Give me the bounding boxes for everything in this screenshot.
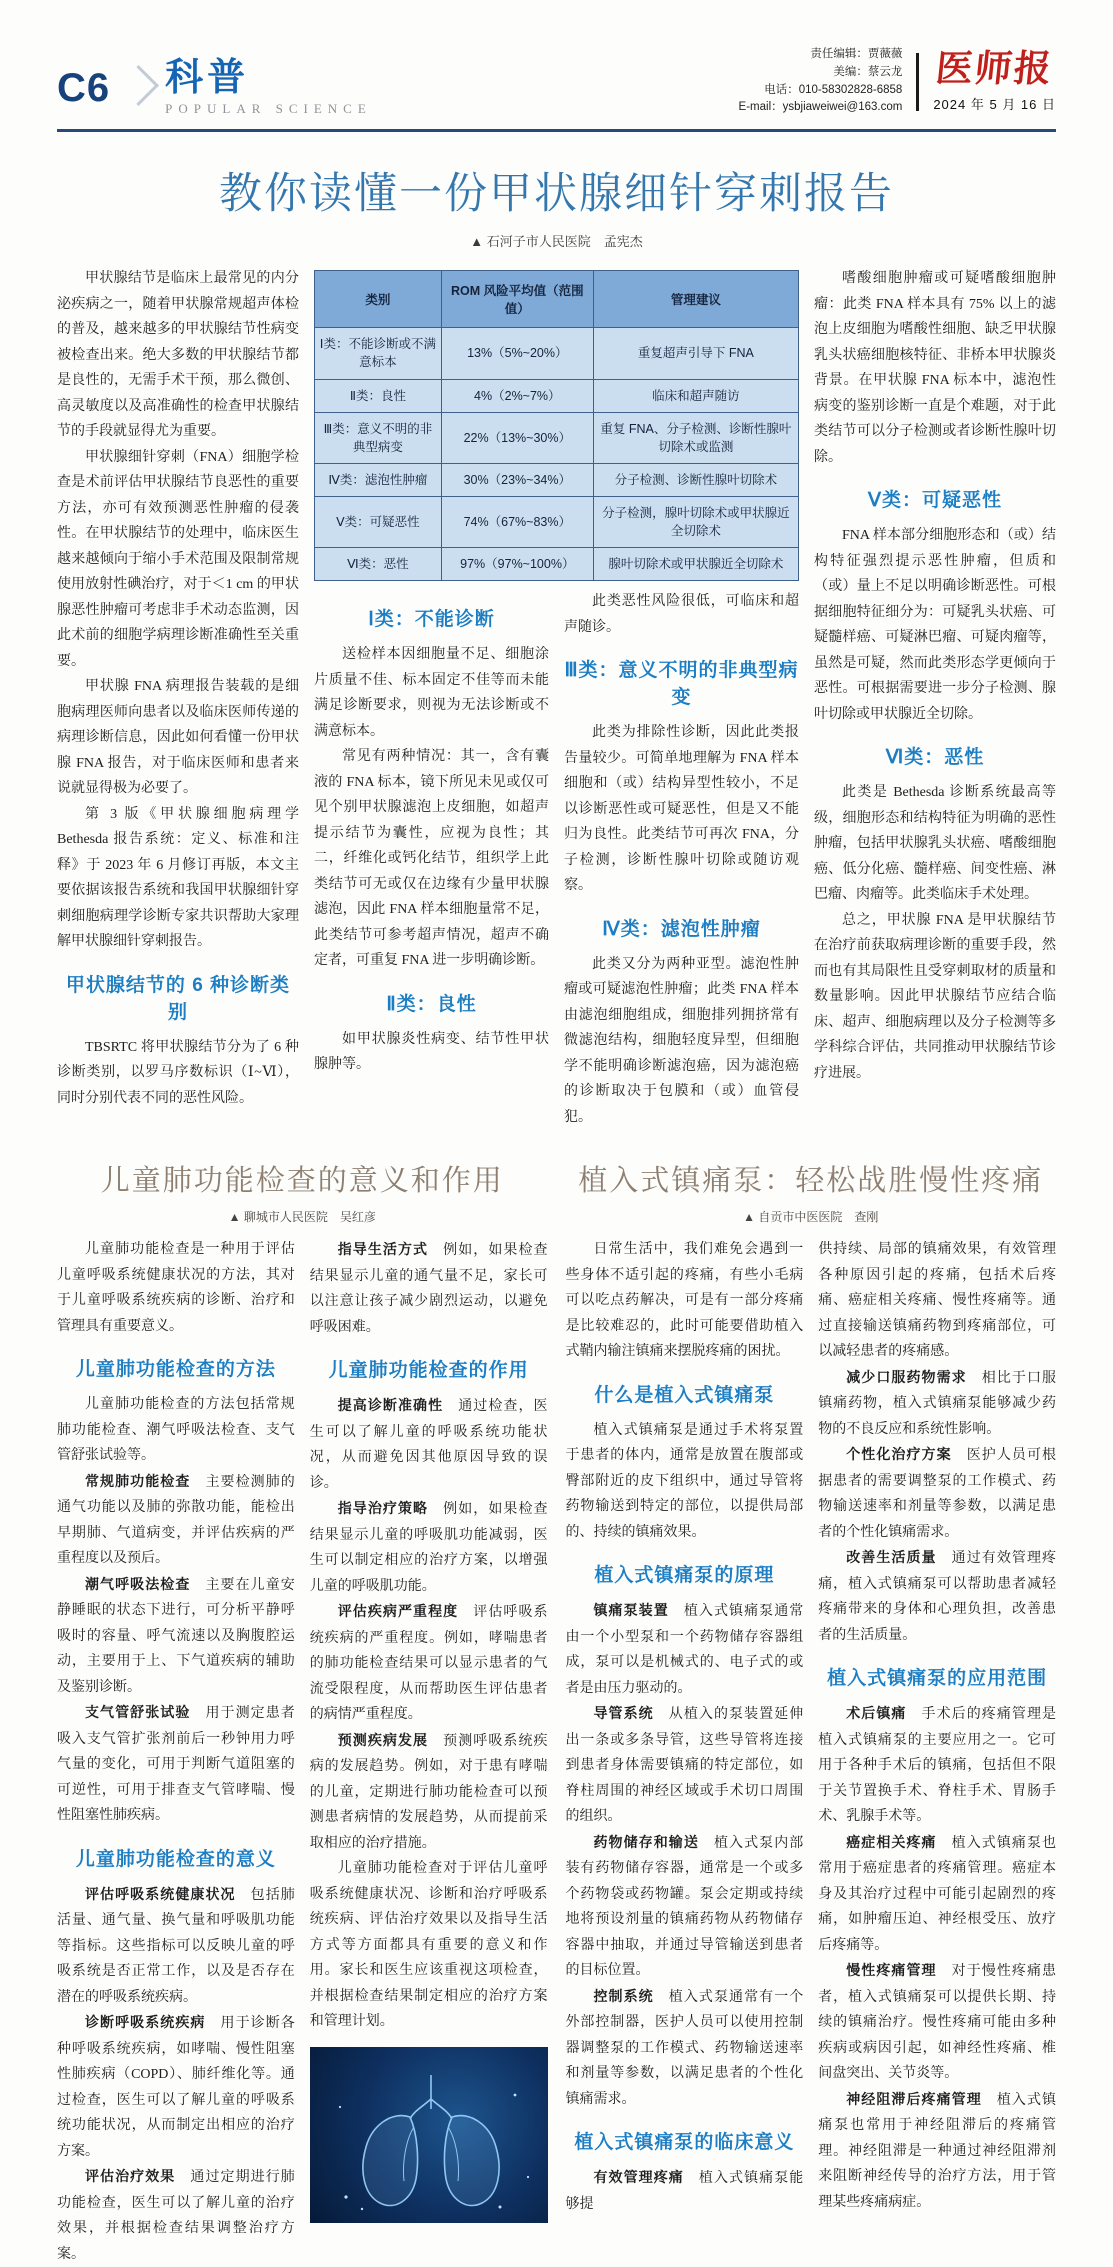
chevron-icon (118, 65, 159, 106)
secondary-articles (57, 1158, 1056, 2267)
masthead-divider (916, 53, 919, 111)
paragraph: TBSRTC 将甲状腺结节分为了 6 种诊断类别，以罗马序数标识（Ⅰ~Ⅵ），同时分别代表不同的恶性风险。 (57, 1039, 299, 1106)
article-lung-function (57, 1158, 548, 2267)
paragraph: 癌症相关疼痛 植入式镇痛泵也常用于癌症患者的疼痛管理。癌症本身及其治疗过程中可能引起剧烈的疼痛，如肿瘤压迫、神经根受压、放疗后疼痛等。 (818, 1833, 1057, 1953)
table-cell: 分子检测，腺叶切除术或甲状腺近全切除术 (593, 497, 798, 548)
table-cell: 临床和超声随访 (593, 379, 798, 412)
table-cell: 分子检测、诊断性腺叶切除术 (593, 463, 798, 496)
paragraph: 支气管舒张试验 用于测定患者吸入支气管扩张剂前后一秒钟用力呼气量的变化，可用于判断气道阻塞的可逆性，可用于排查支气管哮喘、慢性阻塞性肺疾病。 (57, 1704, 295, 1824)
paragraph-lead: 减少口服药物需求 (846, 1368, 967, 1385)
paragraph: 导管系统 从植入的泵装置延伸出一条或多条导管，这些导管将连接到患者身体需要镇痛的特定部位，如脊柱周围的神经区域或手术切口周围的组织。 (565, 1705, 804, 1825)
table-cell: Ⅱ类：良性 (315, 379, 442, 412)
main-article-byline: ▲ 石河子市人民医院 孟宪杰 (470, 234, 643, 250)
paragraph: 改善生活质量 通过有效管理疼痛，植入式镇痛泵可以帮助患者减轻疼痛带来的身体和心理负担，改善患者的生活质量。 (818, 1549, 1057, 1643)
paragraph-lead: 控制系统 (593, 1987, 654, 2004)
table-cell: 97%（97%~100%） (441, 548, 593, 581)
pump-article-column-2 (818, 1237, 1056, 2217)
section-heading: Ⅰ类：不能诊断 (368, 609, 495, 631)
paragraph-lead: 预测疾病发展 (337, 1731, 429, 1748)
section-heading: 什么是植入式镇痛泵 (594, 1384, 775, 1406)
section-heading: Ⅲ类：意义不明的非典型病变 (564, 660, 799, 709)
section-heading: 植入式镇痛泵的临床意义 (574, 2132, 795, 2154)
editor-line: 责任编辑：贾薇薇 (810, 48, 903, 60)
pump-article-byline: ▲ 自贡市中医医院 查刚 (743, 1210, 879, 1225)
paragraph-lead: 神经阻滞后疼痛管理 (846, 2090, 982, 2107)
paragraph: 甲状腺结节是临床上最常见的内分泌疾病之一，随着甲状腺常规超声体检的普及，越来越多的甲状腺结节性病变被检查出来。绝大多数的甲状腺结节都是良性的，无需手术干预，那么微创、高灵敏度以及高准确性的检查甲状腺结节的手段就显得尤为重要。 (57, 271, 299, 440)
main-article-column-1 (57, 266, 299, 1130)
paragraph-lead: 提高诊断准确性 (337, 1397, 444, 1414)
paragraph-lead: 潮气呼吸法检查 (85, 1575, 191, 1592)
lung-article-column-2-text (310, 1237, 548, 2035)
paragraph: 儿童肺功能检查对于评估儿童呼吸系统健康状况、诊断和治疗呼吸系统疾病、评估治疗效果以及指导生活方式等方面都具有重要的意义和作用。家长和医生应该重视这项检查，并根据检查结果制定相应的治疗方案和管理计划。 (309, 1861, 548, 2030)
paragraph-lead: 有效管理疼痛 (593, 2169, 684, 2186)
lung-article-title: 儿童肺功能检查的意义和作用 (100, 1165, 504, 1198)
table-header-row (315, 271, 799, 328)
section-heading: 儿童肺功能检查的意义 (75, 1848, 276, 1870)
lung-article-byline: ▲ 聊城市人民医院 吴红彦 (228, 1210, 376, 1225)
table-row (315, 328, 799, 379)
paragraph-lead: 镇痛泵装置 (593, 1602, 669, 1619)
paragraph: 植入式镇痛泵是通过手术将泵置于患者的体内，通常是放置在腹部或臀部附近的皮下组织中，通过导管将药物输送到特定的部位，以提供局部的、持续的镇痛效果。 (565, 1422, 804, 1540)
paragraph-lead: 指导生活方式 (337, 1241, 429, 1258)
paragraph: 预测疾病发展 预测呼吸系统疾病的发展趋势。例如，对于患有哮喘的儿童，定期进行肺功能检查可以预测患者病情的发展趋势，从而提前采取相应的治疗措施。 (309, 1731, 548, 1851)
page-number: C6 (57, 65, 111, 110)
section-heading: Ⅵ类：恶性 (885, 747, 985, 769)
paragraph: 如甲状腺炎性病变、结节性甲状腺肿等。 (314, 1031, 549, 1073)
paragraph: 诊断呼吸系统疾病 用于诊断各种呼吸系统疾病，如哮喘、慢性阻塞性肺疾病（COPD）、肺纤维化等。通过检查，医生可以了解儿童的呼吸系统功能状况，从而制定出相应的治疗方案。 (57, 2014, 295, 2159)
table-cell: Ⅵ类：恶性 (315, 548, 442, 581)
paragraph: 常见有两种情况：其一，含有囊液的 FNA 标本，镜下所见未见或仅可见个别甲状腺滤泡上皮细胞，如超声提示结节为囊性，应视为良性；其二，纤维化或钙化结节，组织学上此类结节可无或仅在边缘有少量甲状腺滤泡，因此 FNA 样本细胞量常不足，此类结节可参考超声情况，超声不确定者，可重复 FNA 进一步明确诊断。 (314, 749, 549, 969)
paragraph: 潮气呼吸法检查 主要在儿童安静睡眠的状态下进行，可分析平静呼吸时的容量、呼气流速以及胸腹腔运动，主要用于上、下气道疾病的辅助及鉴别诊断。 (57, 1575, 295, 1695)
main-article-body (57, 266, 1056, 1130)
paragraph: 嗜酸细胞肿瘤或可疑嗜酸细胞肿瘤：此类 FNA 样本具有 75% 以上的滤泡上皮细胞为嗜酸性细胞、缺乏甲状腺乳头状癌细胞核特征、非桥本甲状腺炎背景。在甲状腺 FNA 标本中，滤泡性病变的鉴别诊断一直是个难题，对于此类结节可以分子检测或者诊断性腺叶切除。 (814, 271, 1056, 465)
table-row (315, 412, 799, 463)
paragraph-lead: 支气管舒张试验 (85, 1704, 191, 1721)
table-cell: 22%（13%~30%） (441, 412, 593, 463)
editor-info (739, 46, 903, 117)
pump-article-body (566, 1237, 1057, 2217)
section-heading: Ⅴ类：可疑恶性 (868, 490, 1002, 512)
table-cell: Ⅰ类：不能诊断或不满意标本 (315, 328, 442, 379)
paragraph: 供持续、局部的镇痛效果，有效管理各种原因引起的疼痛，包括术后疼痛、癌症相关疼痛、慢性疼痛等。通过直接输送镇痛药物到疼痛部位，可以减轻患者的疼痛感。 (818, 1242, 1056, 1360)
paragraph: 此类是 Bethesda 诊断系统最高等级，细胞形态和结构特征为明确的恶性肿瘤，包括甲状腺乳头状癌、嗜酸细胞癌、低分化癌、髓样癌、间变性癌、淋巴瘤、肉瘤等。此类临床手术处理。 (814, 785, 1056, 903)
paragraph: 日常生活中，我们难免会遇到一些身体不适引起的疼痛，有些小毛病可以吃点药解决，可是有一部分疼痛是比较难忍的，此时可能要借助植入式鞘内输注镇痛来摆脱疼痛的困扰。 (565, 1242, 804, 1360)
paragraph-lead: 指导治疗策略 (337, 1500, 429, 1517)
masthead-right (739, 46, 1056, 117)
section-heading: 儿童肺功能检查的方法 (75, 1359, 276, 1381)
paragraph: 减少口服药物需求 相比于口服镇痛药物，植入式镇痛泵能够减少药物的不良反应和系统性影响。 (818, 1368, 1057, 1437)
table-cell: 74%（67%~83%） (441, 497, 593, 548)
paragraph: 药物储存和输送 植入式泵内部装有药物储存容器，通常是一个或多个药物袋或药物罐。泵会定期或持续地将预设剂量的镇痛药物从药物储存容器中抽取，并通过导管输送到患者的目标位置。 (565, 1833, 804, 1979)
paragraph: 常规肺功能检查 主要检测肺的通气功能以及肺的弥散功能，能检出早期肺、气道病变，并评估疾病的严重程度以及预后。 (57, 1472, 295, 1567)
paragraph: 评估疾病严重程度 评估呼吸系统疾病的严重程度。例如，哮喘患者的肺功能检查结果可以显示患者的气流受限程度，从而帮助医生评估患者的病情严重程度。 (309, 1603, 548, 1723)
email-line: E-mail：ysbjiaweiwei@163.com (738, 101, 903, 114)
lungs-photo (310, 2047, 548, 2223)
section-heading: 甲状腺结节的 6 种诊断类别 (65, 974, 291, 1023)
paragraph: 甲状腺 FNA 病理报告装载的是细胞病理医师向患者以及临床医师传递的病理诊断信息，因此如何看懂一份甲状腺 FNA 报告，对于临床医师和患者来说就显得极为必要了。 (57, 679, 299, 797)
paragraph: 儿童肺功能检查是一种用于评估儿童呼吸系统健康状况的方法，其对于儿童呼吸系统疾病的诊断、治疗和管理具有重要意义。 (57, 1242, 295, 1334)
paragraph: 指导治疗策略 例如，如果检查结果显示儿童的呼吸肌功能减弱，医生可以制定相应的治疗方案，以增强儿童的呼吸肌功能。 (309, 1500, 548, 1594)
paragraph-lead: 导管系统 (593, 1705, 654, 1722)
article-pain-pump (566, 1158, 1057, 2267)
paragraph: 此类恶性风险很低，可临床和超声随诊。 (564, 594, 799, 635)
newspaper-brand (933, 48, 1056, 113)
section-heading: Ⅳ类：滤泡性肿瘤 (602, 918, 761, 940)
main-article-column-4 (814, 266, 1056, 1130)
paragraph-lead: 药物储存和输送 (593, 1833, 699, 1850)
table-header-cell: 类别 (315, 271, 442, 328)
issue-date: 2024 年 5 月 16 日 (933, 96, 1056, 112)
newspaper-logo: 医师报 (934, 48, 1056, 90)
table-row (315, 548, 799, 581)
bethesda-category-table (314, 270, 799, 581)
section-heading: 植入式镇痛泵的原理 (594, 1565, 775, 1587)
lung-article-body (57, 1237, 548, 2267)
table-cell: 腺叶切除术或甲状腺近全切除术 (593, 548, 798, 581)
paragraph: 提高诊断准确性 通过检查，医生可以了解儿童的呼吸系统功能状况，从而避免因其他原因导致的误诊。 (309, 1397, 548, 1491)
paragraph: 评估呼吸系统健康状况 包括肺活量、通气量、换气量和呼吸肌功能等指标。这些指标可以反映儿童的呼吸系统是否正常工作，以及是否存在潜在的呼吸系统疾病。 (57, 1885, 295, 2005)
paragraph-lead: 常规肺功能检查 (85, 1472, 191, 1489)
table-header-cell: 管理建议 (593, 271, 798, 328)
paragraph: 儿童肺功能检查的方法包括常规肺功能检查、潮气呼吸法检查、支气管舒张试验等。 (57, 1397, 295, 1464)
table-row (315, 497, 799, 548)
table-cell: 重复超声引导下 FNA (593, 328, 798, 379)
lungs-illustration (310, 2047, 548, 2223)
paragraph-lead: 慢性疼痛管理 (846, 1962, 937, 1979)
masthead (57, 46, 1056, 132)
main-article-column-3 (564, 589, 799, 1130)
paragraph: 慢性疼痛管理 对于慢性疼痛患者，植入式镇痛泵可以提供长期、持续的镇痛治疗。慢性疼痛可能由多种疾病或病因引起，如神经性疼痛、椎间盘突出、关节炎等。 (818, 1962, 1057, 2082)
section-heading: 儿童肺功能检查的作用 (328, 1360, 529, 1382)
paragraph: FNA 样本部分细胞形态和（或）结构特征强烈提示恶性肿瘤，但质和（或）量上不足以明确诊断恶性。可根据细胞特征细分为：可疑乳头状癌、可疑髓样癌、可疑淋巴瘤、可疑肉瘤等，虽然是可疑，然而此类形态学更倾向于恶性。可根据需要进一步分子检测、腺叶切除或甲状腺近全切除。 (814, 528, 1056, 722)
section-heading: 植入式镇痛泵的应用范围 (827, 1668, 1048, 1690)
pump-article-column-1 (566, 1237, 804, 2217)
main-article-middle-columns (314, 589, 799, 1130)
table-cell: 13%（5%~20%） (441, 328, 593, 379)
section-name-block (165, 59, 372, 117)
paragraph: 神经阻滞后疼痛管理 植入式镇痛泵也常用于神经阻滞后的疼痛管理。神经阻滞是一种通过神经阻滞剂来阻断神经传导的治疗方法，用于管理某些疼痛病症。 (818, 2090, 1057, 2210)
table-cell: Ⅳ类：滤泡性肿瘤 (315, 463, 442, 496)
lung-article-column-2 (310, 1237, 548, 2267)
paragraph: 第 3 版《甲状腺细胞病理学 Bethesda 报告系统：定义、标准和注释》于 2023 年 6 月修订再版，本文主要依据该报告系统和我国甲状腺细针穿刺细胞病理学诊断专家共识帮助大家理解甲状腺细针穿刺报告。 (57, 806, 299, 950)
paragraph-lead: 术后镇痛 (846, 1705, 907, 1722)
section-heading: Ⅱ类：良性 (386, 993, 477, 1015)
paragraph-lead: 诊断呼吸系统疾病 (85, 2014, 206, 2031)
paragraph-lead: 评估疾病严重程度 (337, 1603, 459, 1620)
section-name-en: POPULAR SCIENCE (165, 101, 372, 117)
art-editor-line: 美编：蔡云龙 (833, 65, 903, 78)
paragraph: 有效管理疼痛 植入式镇痛泵能够提 (565, 2169, 804, 2212)
paragraph: 甲状腺细针穿刺（FNA）细胞学检查是术前评估甲状腺结节良恶性的重要方法，亦可有效预测恶性肿瘤的侵袭性。在甲状腺结节的处理中，临床医生越来越倾向于缩小手术范围及限制常规使用放射性碘治疗，对于＜1 cm 的甲状腺恶性肿瘤可考虑非手术动态监测，因此术前的细胞学病理诊断准确性至关重要。 (57, 449, 299, 669)
main-article-title: 教你读懂一份甲状腺细针穿刺报告 (219, 170, 894, 219)
paragraph: 此类为排除性诊断，因此此类报告量较少。可简单地理解为 FNA 样本细胞和（或）结构异型性较小，不足以诊断恶性或可疑恶性，但是又不能归为良性。此类结节可再次 FNA，分子检测，诊断性腺叶切除或随访观察。 (564, 725, 799, 894)
table-row (315, 379, 799, 412)
pump-article-title: 植入式镇痛泵：轻松战胜慢性疼痛 (578, 1165, 1044, 1198)
section-name-cn: 科普 (165, 57, 250, 100)
paragraph: 评估治疗效果 通过定期进行肺功能检查，医生可以了解儿童的治疗效果，并根据检查结果调整治疗方案。 (57, 2168, 295, 2262)
paragraph: 此类又分为两种亚型。滤泡性肿瘤或可疑滤泡性肿瘤；此类 FNA 样本由滤泡细胞组成，细胞排列拥挤常有微滤泡结构，细胞轻度异型，但细胞学不能明确诊断滤泡癌，因为滤泡癌的诊断取决于包膜和（或）血管侵犯。 (564, 956, 799, 1125)
table-cell: 重复 FNA、分子检测、诊断性腺叶切除术或监测 (593, 412, 798, 463)
table-header-cell: ROM 风险平均值（范围值） (441, 271, 593, 328)
paragraph: 送检样本因细胞量不足、细胞涂片质量不佳、标本固定不佳等而未能满足诊断要求，则视为无法诊断或不满意标本。 (314, 647, 549, 739)
paragraph-lead: 评估呼吸系统健康状况 (85, 1885, 236, 1902)
paragraph: 指导生活方式 例如，如果检查结果显示儿童的通气量不足，家长可以注意让孩子减少剧烈运动，以避免呼吸困难。 (309, 1241, 548, 1335)
paragraph-lead: 改善生活质量 (846, 1549, 937, 1566)
masthead-left (57, 59, 372, 117)
paragraph: 术后镇痛 手术后的疼痛管理是植入式镇痛泵的主要应用之一。它可用于各种手术后的镇痛，包括但不限于关节置换手术、脊柱手术、胃肠手术、乳腺手术等。 (818, 1705, 1057, 1825)
paragraph: 个性化治疗方案 医护人员可根据患者的需要调整泵的工作模式、药物输送速率和剂量等参数，以满足患者的个性化镇痛需求。 (818, 1446, 1057, 1540)
paragraph-lead: 评估治疗效果 (85, 2168, 176, 2185)
table-cell: 4%（2%~7%） (441, 379, 593, 412)
table-cell: Ⅴ类：可疑恶性 (315, 497, 442, 548)
paragraph: 总之，甲状腺 FNA 是甲状腺结节在治疗前获取病理诊断的重要手段，然而也有其局限性且受穿刺取材的质量和数量影响。因此甲状腺结节应结合临床、超声、细胞病理以及分子检测等多学科综合评估，共同推动甲状腺结节诊疗进展。 (814, 912, 1056, 1081)
lung-article-column-1 (57, 1237, 295, 2267)
table-cell: 30%（23%~34%） (441, 463, 593, 496)
table-cell: Ⅲ类：意义不明的非典型病变 (315, 412, 442, 463)
main-article-middle (314, 266, 799, 1130)
paragraph-lead: 癌症相关疼痛 (846, 1833, 937, 1850)
phone-line: 电话：010-58302828-6858 (764, 83, 903, 96)
paragraph-lead: 个性化治疗方案 (846, 1446, 952, 1463)
paragraph: 控制系统 植入式泵通常有一个外部控制器，医护人员可以使用控制器调整泵的工作模式、药物输送速率和剂量等参数，以满足患者的个性化镇痛需求。 (565, 1987, 804, 2107)
main-article-column-2 (314, 589, 549, 1130)
table-row (315, 463, 799, 496)
paragraph: 镇痛泵装置 植入式镇痛泵通常由一个小型泵和一个药物储存容器组成，泵可以是机械式的、电子式的或者是由压力驱动的。 (565, 1602, 804, 1696)
